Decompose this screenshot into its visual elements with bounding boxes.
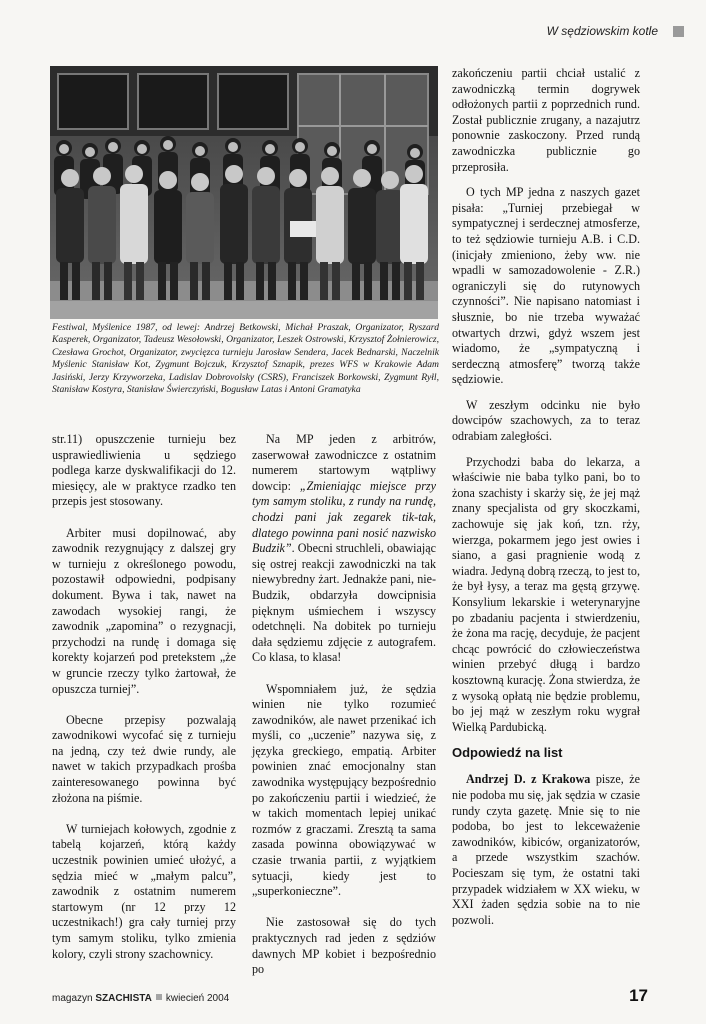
magazine-brand: SZACHISTA [95, 993, 152, 1004]
paragraph: W turniejach kołowych, zgodnie z tabelą kojarzeń, którą każdy uczestnik powinien umieć ułożyć, a sędzia mieć w „małym palcu”, zawodnik z ostatnim numerem startowym (nr 12 przy 12 uczestnikach!) gra cały turniej przy tym samym stoliku, tylko zmienia kolory, czyli strony szachownicy. [52, 821, 236, 961]
photo-caption: Festiwal, Myślenice 1987, od lewej: Andrzej Betkowski, Michał Praszak, Organizator, Ryszard Kasperek, Organizator, Tadeusz Wesołowski, Organizator, Leszek Ostrowski, Krzysztof Żołnierowicz, Czesława Grochot, Organizator, zwycięzca turnieju Jarosław Sendera, Jacek Bednarski, Naczelnik Myślenic Stanisław Kot, Zygmunt Bojczuk, Krzysztof Sznapik, prezes WFS w Krakowie Adam Jasiński, Jerzy Krzyworzeka, Ladislav Dobrovolsky (CSRS), Franciszek Borkowski, Zygmunt Ryłl, Stanisław Kostyra, Stanisław Świerczyński, Bogusław Latas i Antoni Gramatyka [52, 322, 439, 396]
page-footer [52, 993, 229, 1004]
paragraph: Arbiter musi dopilnować, aby zawodnik rezygnujący z dalszej gry w turnieju z określonego powodu, pozostawił odpowiedni, podpisany dokument. Bywa i tak, nawet na zawodach wysokiej rangi, że zawodnik „zapomina” o rezygnacji, przychodzi na rundę i domaga się korekty kojarzeń pod pretekstem „że w gruncie rzeczy tylko żartował, że opuszcza turniej”. [52, 525, 236, 696]
letter-author: Andrzej D. z Krakowa [466, 772, 591, 787]
paragraph: O tych MP jedna z naszych gazet pisała: „Turniej przebiegał w sympatycznej i serdecznej atmosferze, to też sędziowie turnieju A.B. i C.D. (inicjały zmieniono, żeby ww. nie wpadli w samozadowolenie - Z.R.) ograniczyli się do rutynowych czynności”. Nie napisano natomiast i słusznie, bo nie trzeba wyważać otwartych drzwi, gdyż wszem jest wiadomo, że „sympatyczną i serdeczną atmosferę” tworzą także sędziowie. [452, 185, 640, 387]
paragraph-text: Na MP jeden z arbitrów, zaserwował zawodniczce z ostatnim numerem startowym wątpliwy dowcip: [252, 432, 436, 493]
section-heading: Odpowiedź na list [452, 745, 563, 761]
paragraph [252, 432, 436, 666]
paragraph-text: . Obecni struchleli, obawiając się ostrej reakcji zawodniczki na tak niewybredny żart. Jednakże pani, nie-Budzik, obdarzyła dowcipnisia pięknym uśmiechem i wszyscy odetchnęli. Na dobitek po turnieju dała sędziemu zdjęcie z autografem. Co klasa, to klasa! [252, 541, 436, 665]
paragraph: Wspomniałem już, że sędzia winien nie tylko rozumieć zawodników, ale nawet przenikać ich myśli, co „uczenie” nazywa się, z języka greckiego, empatią. Arbiter powinien znać emocjonalny stan zawodnika występujący bezpośrednio po zakończeniu partii i wiedzieć, że w takich momentach lepiej unikać rozmów z graczami. Zresztą ta sama zasada powinna obowiązywać w czasie trwania partii, z wyjątkiem sytuacji, kiedy jest to „superkonieczne”. [252, 681, 436, 899]
paragraph-text: pisze, że nie podoba mu się, jak sędzia w czasie rundy czyta gazetę. Mnie się to nie podoba, bo jest to lekceważenie zawodników, kibiców, organizatorów, a przede wszystkim szachów. Pocieszam się tym, że ostatni taki przypadek widziałem w XX wieku, w XXI żaden sędzia sobie na to nie pozwoli. [452, 772, 640, 927]
section-title: W sędziowskim kotle [546, 24, 658, 38]
paragraph: Obecne przepisy pozwalają zawodnikowi wycofać się z turnieju na jedną, czy też dwie rundy, ale nawet w takich przypadkach prośba zainteresowanego powinna być złożona na piśmie. [52, 712, 236, 805]
separator-square [156, 994, 162, 1000]
paragraph: zakończeniu partii chciał ustalić z zawodniczką termin dogrywek odłożonych partii z poprzednich rund. Został publicznie zrugany, a nazajutrz ponownie zaskoczony. Przed rundą zawodniczka publicznie go przeprosiła. [452, 66, 640, 174]
text-column-1 [52, 432, 236, 978]
section-marker [673, 26, 684, 37]
paragraph: Nie zastosował się do tych praktycznych rad jeden z sędziów dawnych MP kobiet i bezpośrednio po [252, 915, 436, 977]
text-column-3 [452, 66, 640, 944]
group-photo-image [50, 66, 438, 319]
group-photo [50, 66, 438, 319]
quoted-joke: „Zmieniając miejsce przy tym samym stoliku, z rundy na rundę, chodzi pani jak zegarek tik-tak, dlatego powinna pani nosić nazwisko Budzik” [252, 478, 436, 556]
text-column-2 [252, 432, 436, 993]
issue-date: kwiecień 2004 [165, 993, 230, 1004]
paragraph: W zeszłym odcinku nie było dowcipów szachowych, za to teraz odrabiam zaległości. [452, 397, 640, 444]
paragraph: Przychodzi baba do lekarza, a właściwie nie baba tylko pani, bo to żona szachisty i skarży się, że jej mąż znany specjalista od gry skoczkami, zachowuje się jak koń, tzn. rży, wierzga, pokarmem jego jest owies i siano, a gasi pragnienie wodą z wiadra. Jedyną dobrą rzeczą, to jest to, że był łysy, a teraz ma gęstą grzywę. Konsylium lekarskie i weterynaryjne po zbadaniu pacjenta i stwierdzeniu, że żona ma rację, decyduje, że pacjent chcąc powrócić do człowieczeństwa winien przebyć długą i bardzo kosztowną kurację. Żona stwierdza, że z wysoką opłatą nie będzie problemu, bo jej mąż w zeszłym roku wygrał Wielką Pardubicką. [452, 454, 640, 734]
paragraph: str.11) opuszczenie turnieju bez usprawiedliwienia u sędziego podlega karze dyskwalifikacji do 12. miesięcy, ale w praktyce rzadko ten przepis jest stosowany. [52, 432, 236, 509]
page-number: 17 [629, 986, 648, 1005]
paragraph [452, 772, 640, 928]
magazine-label: magazyn [52, 993, 93, 1004]
